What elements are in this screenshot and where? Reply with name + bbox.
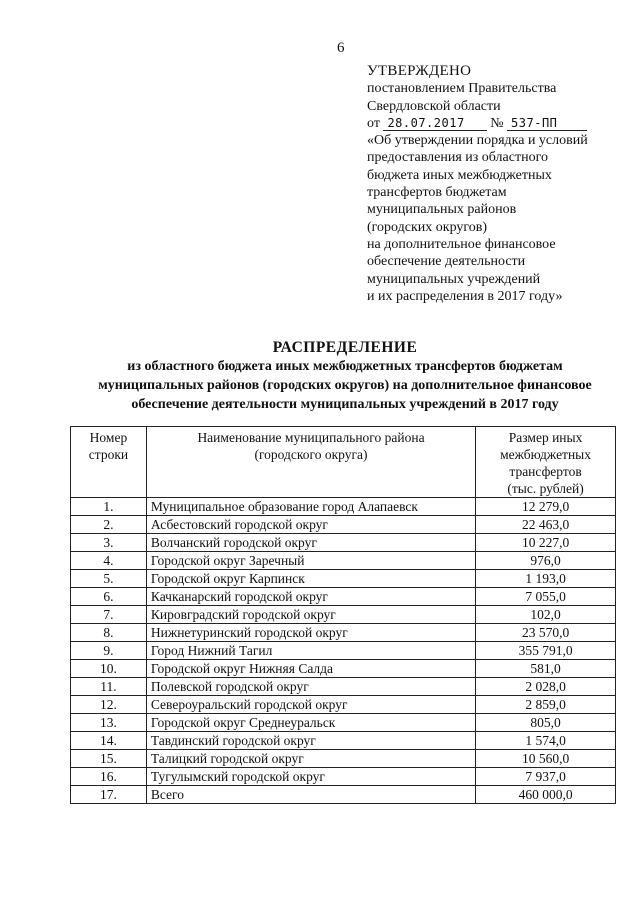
transfer-amount-cell: 10 560,0: [476, 750, 616, 768]
table-header-row: [71, 427, 616, 498]
municipality-name-cell: Всего: [146, 786, 475, 804]
row-number-cell: 16.: [71, 768, 147, 786]
row-number-cell: 6.: [71, 588, 147, 606]
subject-line: предоставления из областного: [367, 150, 548, 166]
municipality-name-cell: Городской округ Заречный: [146, 552, 475, 570]
transfer-amount-cell: 1 193,0: [476, 570, 616, 588]
municipality-name-cell: Городской округ Нижняя Салда: [146, 660, 475, 678]
table-row: [71, 606, 616, 624]
row-number-cell: 2.: [71, 516, 147, 534]
header-amount-line: трансфертов: [509, 464, 582, 479]
table-row: [71, 750, 616, 768]
municipality-name-cell: Городской округ Среднеуральск: [146, 714, 475, 732]
table-body: [71, 498, 616, 804]
number-prefix: №: [490, 115, 504, 131]
header-amount-line: межбюджетных: [500, 447, 592, 462]
table-row: [71, 678, 616, 696]
row-number-cell: 12.: [71, 696, 147, 714]
document-title: РАСПРЕДЕЛЕНИЕ: [272, 339, 418, 356]
table-row: [71, 552, 616, 570]
table-row: [71, 516, 616, 534]
subject-line: на дополнительное финансовое: [367, 236, 556, 252]
municipality-name-cell: Город Нижний Тагил: [146, 642, 475, 660]
transfer-amount-cell: 7 937,0: [476, 768, 616, 786]
table-row: [71, 588, 616, 606]
municipality-name-cell: Городской округ Карпинск: [146, 570, 475, 588]
transfer-amount-cell: 581,0: [476, 660, 616, 678]
municipality-name-cell: Тавдинский городской округ: [146, 732, 475, 750]
row-number-cell: 11.: [71, 678, 147, 696]
subject-line: обеспечение деятельности: [367, 254, 526, 270]
header-number: [71, 427, 147, 498]
header-name-line: (городского округа): [254, 447, 368, 462]
transfer-amount-cell: 355 791,0: [476, 642, 616, 660]
subject-line: муниципальных районов: [367, 202, 517, 218]
municipality-name-cell: Качканарский городской округ: [146, 588, 475, 606]
transfer-amount-cell: 2 859,0: [476, 696, 616, 714]
table-row: [71, 786, 616, 804]
approval-line-1: постановлением Правительства: [367, 81, 557, 97]
municipality-name-cell: Кировградский городской округ: [146, 606, 475, 624]
row-number-cell: 1.: [71, 498, 147, 516]
municipality-name-cell: Асбестовский городской округ: [146, 516, 475, 534]
municipality-name-cell: Полевской городской округ: [146, 678, 475, 696]
table-row: [71, 714, 616, 732]
header-number-line: строки: [88, 447, 129, 462]
transfer-amount-cell: 12 279,0: [476, 498, 616, 516]
header-number-line: Номер: [89, 430, 128, 445]
subject-line: и их распределения в 2017 году»: [367, 288, 563, 304]
row-number-cell: 13.: [71, 714, 147, 732]
transfer-amount-cell: 7 055,0: [476, 588, 616, 606]
transfer-amount-cell: 23 570,0: [476, 624, 616, 642]
table-row: [71, 642, 616, 660]
document-heading: [40, 338, 640, 414]
decree-number: 537-ПП: [507, 116, 587, 131]
header-amount-line: Размер иных: [508, 430, 583, 445]
subject-line: (городских округов): [367, 219, 488, 235]
municipality-name-cell: Североуральский городской округ: [146, 696, 475, 714]
table-row: [71, 624, 616, 642]
subject-line: бюджета иных межбюджетных: [367, 167, 552, 183]
transfer-amount-cell: 2 028,0: [476, 678, 616, 696]
municipality-name-cell: Нижнетуринский городской округ: [146, 624, 475, 642]
subject-line: «Об утверждении порядка и условий: [367, 133, 588, 149]
row-number-cell: 17.: [71, 786, 147, 804]
approval-title: УТВЕРЖДЕНО: [367, 63, 472, 79]
header-name-line: Наименование муниципального района: [197, 430, 425, 445]
row-number-cell: 5.: [71, 570, 147, 588]
table-row: [71, 534, 616, 552]
approval-date-line: [367, 115, 629, 132]
approval-line-2: Свердловской области: [367, 98, 501, 114]
transfer-amount-cell: 10 227,0: [476, 534, 616, 552]
row-number-cell: 9.: [71, 642, 147, 660]
page-number: 6: [337, 40, 345, 56]
row-number-cell: 3.: [71, 534, 147, 552]
transfer-amount-cell: 22 463,0: [476, 516, 616, 534]
document-subtitle-line: обеспечение деятельности муниципальных учреждений в 2017 году: [131, 397, 559, 412]
table-row: [71, 570, 616, 588]
row-number-cell: 8.: [71, 624, 147, 642]
row-number-cell: 4.: [71, 552, 147, 570]
header-amount-line: (тыс. рублей): [507, 481, 584, 496]
approval-subject: [367, 132, 629, 305]
transfer-amount-cell: 976,0: [476, 552, 616, 570]
document-subtitle-line: из областного бюджета иных межбюджетных трансфертов бюджетам: [127, 359, 563, 374]
municipality-name-cell: Талицкий городской округ: [146, 750, 475, 768]
transfer-amount-cell: 460 000,0: [476, 786, 616, 804]
distribution-table: [70, 426, 616, 804]
municipality-name-cell: Муниципальное образование город Алапаевск: [146, 498, 475, 516]
decree-date: 28.07.2017: [383, 116, 486, 131]
header-amount: [476, 427, 616, 498]
transfer-amount-cell: 805,0: [476, 714, 616, 732]
table-row: [71, 498, 616, 516]
transfer-amount-cell: 1 574,0: [476, 732, 616, 750]
table-row: [71, 732, 616, 750]
table-row: [71, 660, 616, 678]
document-subtitle-line: муниципальных районов (городских округов) на дополнительное финансовое: [98, 378, 592, 393]
approval-stamp: [367, 63, 629, 305]
subject-line: трансфертов бюджетам: [367, 185, 507, 201]
row-number-cell: 10.: [71, 660, 147, 678]
subject-line: муниципальных учреждений: [367, 271, 541, 287]
row-number-cell: 14.: [71, 732, 147, 750]
date-prefix: от: [367, 115, 380, 131]
table-row: [71, 768, 616, 786]
municipality-name-cell: Тугулымский городской округ: [146, 768, 475, 786]
table-row: [71, 696, 616, 714]
municipality-name-cell: Волчанский городской округ: [146, 534, 475, 552]
row-number-cell: 15.: [71, 750, 147, 768]
header-name: [146, 427, 475, 498]
transfer-amount-cell: 102,0: [476, 606, 616, 624]
row-number-cell: 7.: [71, 606, 147, 624]
